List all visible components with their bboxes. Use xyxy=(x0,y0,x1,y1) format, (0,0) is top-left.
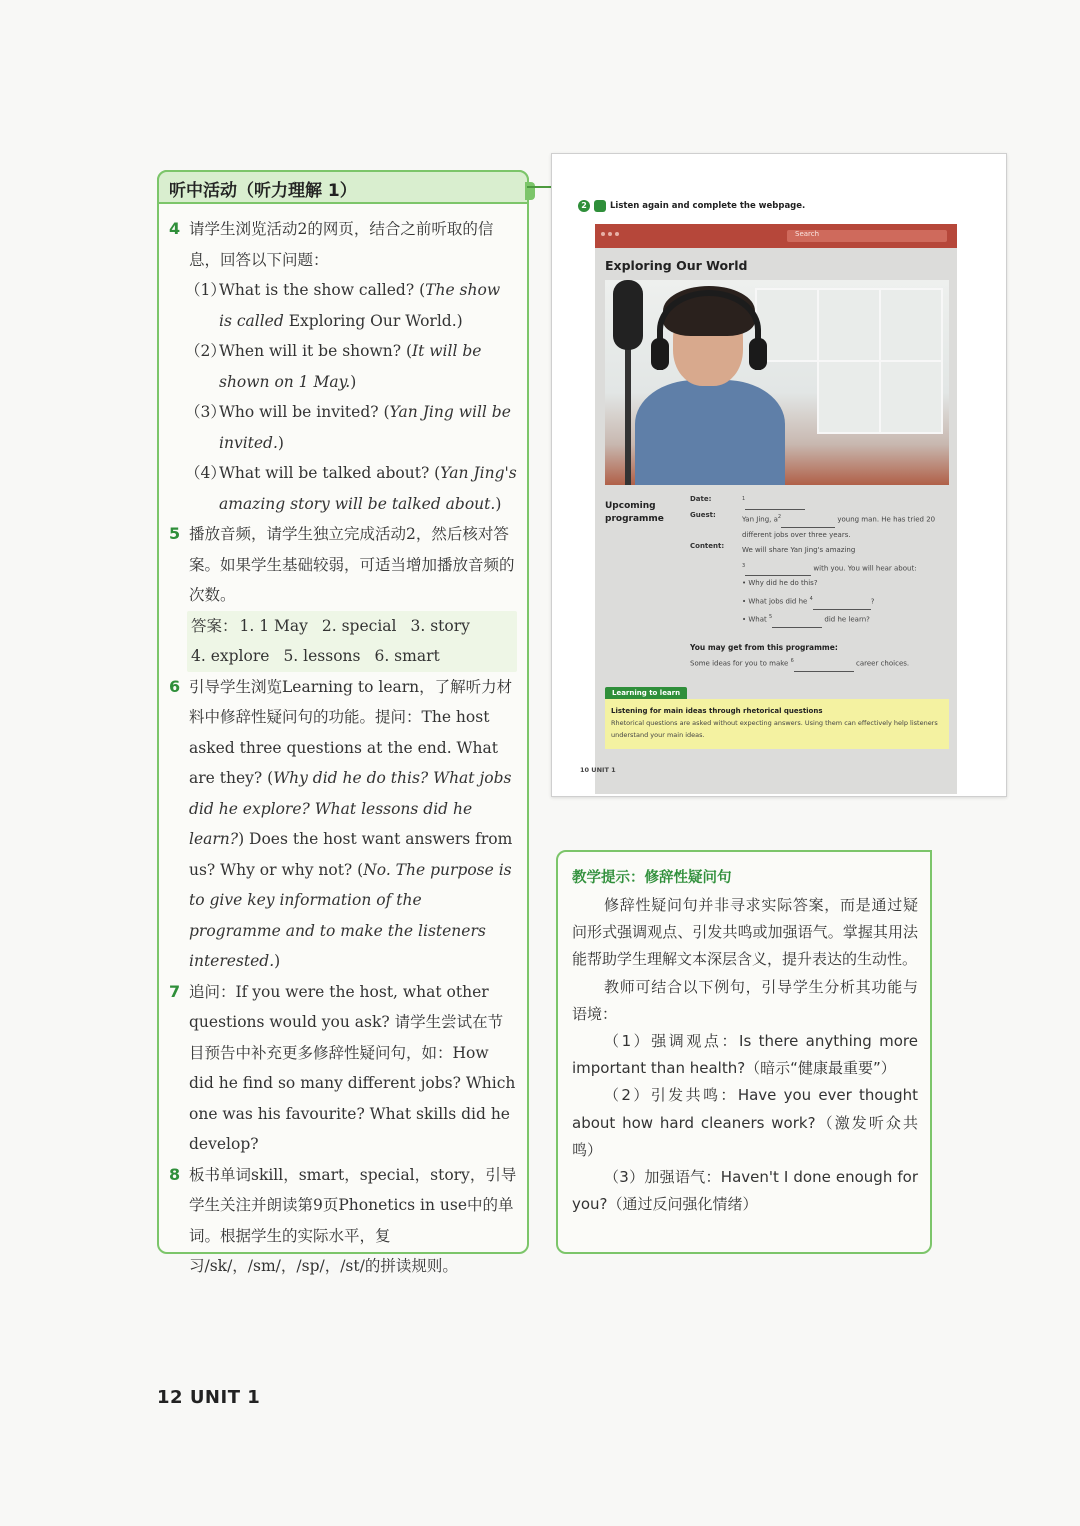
headphones-icon xyxy=(657,290,761,370)
answer-text-plain: Exploring Our World. xyxy=(283,311,457,330)
item-text: 请学生浏览活动2的网页，结合之前听取的信息，回答以下问题： xyxy=(189,220,494,269)
ltl-title: Listening for main ideas through rhetorical questions xyxy=(611,707,823,715)
microphone-icon xyxy=(613,280,643,350)
item-text: 播放音频，请学生独立完成活动2，然后核对答案。如果学生基础较弱，可适当增加播放音频的次数。 xyxy=(189,525,515,604)
item-text: ) Does the host want answers from us? Why or why not? ( xyxy=(189,830,513,879)
content-line xyxy=(742,543,952,559)
headset-icon xyxy=(594,200,606,212)
item-text-italic: No. The purpose is to give key information of the programme and to make the listeners interested. xyxy=(189,860,512,970)
question-text: What will be talked about? ( xyxy=(219,464,441,482)
earcup xyxy=(651,338,669,370)
question-number: （4） xyxy=(185,464,226,482)
page-number-footer: 12 UNIT 1 xyxy=(157,1387,261,1408)
teaching-activity-panel xyxy=(157,170,529,1275)
mic-stand xyxy=(625,348,631,485)
activity-number-icon: 2 xyxy=(578,200,590,212)
bullet: • What jobs did he $^4$ ? xyxy=(742,592,952,610)
answer-item: 1. 1 May xyxy=(239,616,308,635)
detail-values xyxy=(742,492,952,628)
show-title: Exploring Our World xyxy=(605,258,748,273)
answer-item: 2. special xyxy=(321,616,397,635)
search-box xyxy=(787,230,947,242)
answer-text: It will be shown on 1 May. xyxy=(219,342,482,391)
date-blank: 1 xyxy=(742,492,952,510)
guest-label: Guest: xyxy=(690,510,716,519)
paren: ) xyxy=(495,494,502,513)
learning-to-learn-box xyxy=(605,699,949,749)
tip-body xyxy=(572,892,918,1218)
question-number: （2） xyxy=(185,342,226,360)
content-text: We will share Yan Jing's amazing xyxy=(742,546,856,555)
item-7 xyxy=(169,977,517,1160)
item-8 xyxy=(169,1160,517,1282)
browser-bar xyxy=(595,224,957,248)
shelf xyxy=(817,288,881,362)
answer-item: 6. smart xyxy=(374,647,440,665)
item-text: 引导学生浏览Learning to learn，了解听力材料中修辞性疑问句的功能。提问：The host asked three questions at the end. What are they? ( xyxy=(189,677,513,787)
earcup xyxy=(749,338,767,370)
shelf xyxy=(879,360,943,434)
shelf xyxy=(817,360,881,434)
paren: ) xyxy=(277,433,284,452)
paren: ) xyxy=(456,311,463,330)
question-number: （1） xyxy=(185,281,226,299)
item-4 xyxy=(169,214,517,275)
item-number: 7 xyxy=(169,981,181,1001)
teaching-tip-box xyxy=(556,850,932,1254)
tip-paragraph: 修辞性疑问句并非寻求实际答案，而是通过疑问形式强调观点、引发共鸣或加强语气。掌握其用法能帮助学生理解文本深层含义，提升表达的生动性。 xyxy=(572,896,918,969)
item-number: 4 xyxy=(169,219,181,238)
item-number: 8 xyxy=(169,1164,181,1184)
item-text: 追问：If you were the host, what other questions would you ask? 请学生尝试在节目预告中补充更多修辞性疑问句，如：How did he find so many different jobs? Which one was his favourite? What skills did he develop? xyxy=(189,982,516,1153)
question-number: （3） xyxy=(185,403,226,421)
item-text-italic: Why did he do this? What jobs did he explore? What lessons did he learn? xyxy=(189,769,512,848)
tip-example: （1）强调观点：Is there anything more important than health?（暗示“健康最重要”） xyxy=(572,1032,918,1078)
textbook-page-image xyxy=(551,153,1007,797)
panel-header xyxy=(157,170,529,204)
answer-label: 答案： xyxy=(191,616,238,635)
panel-title: 听中活动（听力理解 1） xyxy=(169,181,357,201)
answer-text: Yan Jing's amazing story will be talked about. xyxy=(219,464,517,513)
host-photo xyxy=(605,280,949,485)
answer-item: 5. lessons xyxy=(283,647,361,665)
shelf xyxy=(879,288,943,362)
instruction-text: Listen again and complete the webpage. xyxy=(610,201,806,211)
panel-body xyxy=(169,214,517,1282)
answer-key xyxy=(187,611,517,672)
item-text: 板书单词skill，smart，special，story，引导学生关注并朗读第9页Phonetics in use中的单词。根据学生的实际水平，复习/sk/，/sm/，/sp/，/st/的拼读规则。 xyxy=(189,1165,517,1275)
get-text-part: career choices. xyxy=(856,659,910,668)
answer-line-1 xyxy=(191,611,513,642)
question-3 xyxy=(169,397,517,458)
get-title: You may get from this programme: xyxy=(690,643,838,652)
answer-item: 3. story xyxy=(410,616,470,635)
get-text: Some ideas for you to make $^6$ career choices. xyxy=(690,654,909,672)
bullet: • Why did he do this? xyxy=(742,579,818,588)
book-page-number: 10 UNIT 1 xyxy=(580,766,616,774)
instruction xyxy=(578,200,805,212)
question-text: Who will be invited? ( xyxy=(219,403,390,421)
item-number: 5 xyxy=(169,524,181,543)
guest-text: Yan Jing, a xyxy=(742,515,778,524)
get-text-part: Some ideas for you to make xyxy=(690,659,789,668)
item-text: ) xyxy=(274,952,281,970)
learning-to-learn-tab: Learning to learn xyxy=(605,687,687,699)
content-text: with you. You will hear about: xyxy=(813,563,917,572)
guest-line: Yan Jing, $a^2$ young man. He has tried 20 different jobs over three years. xyxy=(742,513,936,539)
tip-title: 教学提示：修辞性疑问句 xyxy=(572,870,732,886)
person-body xyxy=(635,380,785,485)
tip-example: （3）加强语气：Haven't I done enough for you?（通过反问强化情绪） xyxy=(572,1168,918,1214)
bullet: • What $^5$ did he learn? xyxy=(742,610,952,628)
detail-labels xyxy=(690,492,740,554)
bullet-text: • What jobs did he xyxy=(742,597,808,606)
window-dots-icon xyxy=(601,232,619,236)
paren: ) xyxy=(350,372,357,391)
item-6 xyxy=(169,672,517,977)
upcoming-label: Upcoming programme xyxy=(605,501,664,524)
question-text: When will it be shown? ( xyxy=(219,342,413,360)
content-line-2: $^3$ with you. You will hear about: xyxy=(742,559,952,577)
tip-paragraph: 教师可结合以下例句，引导学生分析其功能与语境： xyxy=(572,977,918,1023)
answer-text: The show is called xyxy=(219,281,501,330)
answer-item: 4. explore xyxy=(191,647,270,665)
answer-text: Yan Jing will be invited. xyxy=(219,403,511,452)
ltl-text: Rhetorical questions are asked without expecting answers. Using them can effectively help listeners understand your main ideas. xyxy=(611,719,938,739)
content-label: Content: xyxy=(690,541,725,550)
webpage-mockup xyxy=(595,224,957,794)
answer-line-2 xyxy=(191,641,513,672)
bullet-text: did he learn? xyxy=(824,615,870,624)
search-placeholder: Search xyxy=(795,230,820,238)
date-label: Date: xyxy=(690,495,712,503)
question-2 xyxy=(169,336,517,397)
guest-text: young man. He has tried 20 different jobs over three years. xyxy=(742,515,936,539)
question-text: What is the show called? ( xyxy=(219,281,426,299)
tip-example: （2）引发共鸣：Have you ever thought about how hard cleaners work?（激发听众共鸣） xyxy=(572,1086,918,1159)
bullet-text: • What xyxy=(742,615,767,624)
item-number: 6 xyxy=(169,676,181,696)
item-5 xyxy=(169,519,517,611)
question-1 xyxy=(169,275,517,336)
question-4 xyxy=(169,458,517,519)
